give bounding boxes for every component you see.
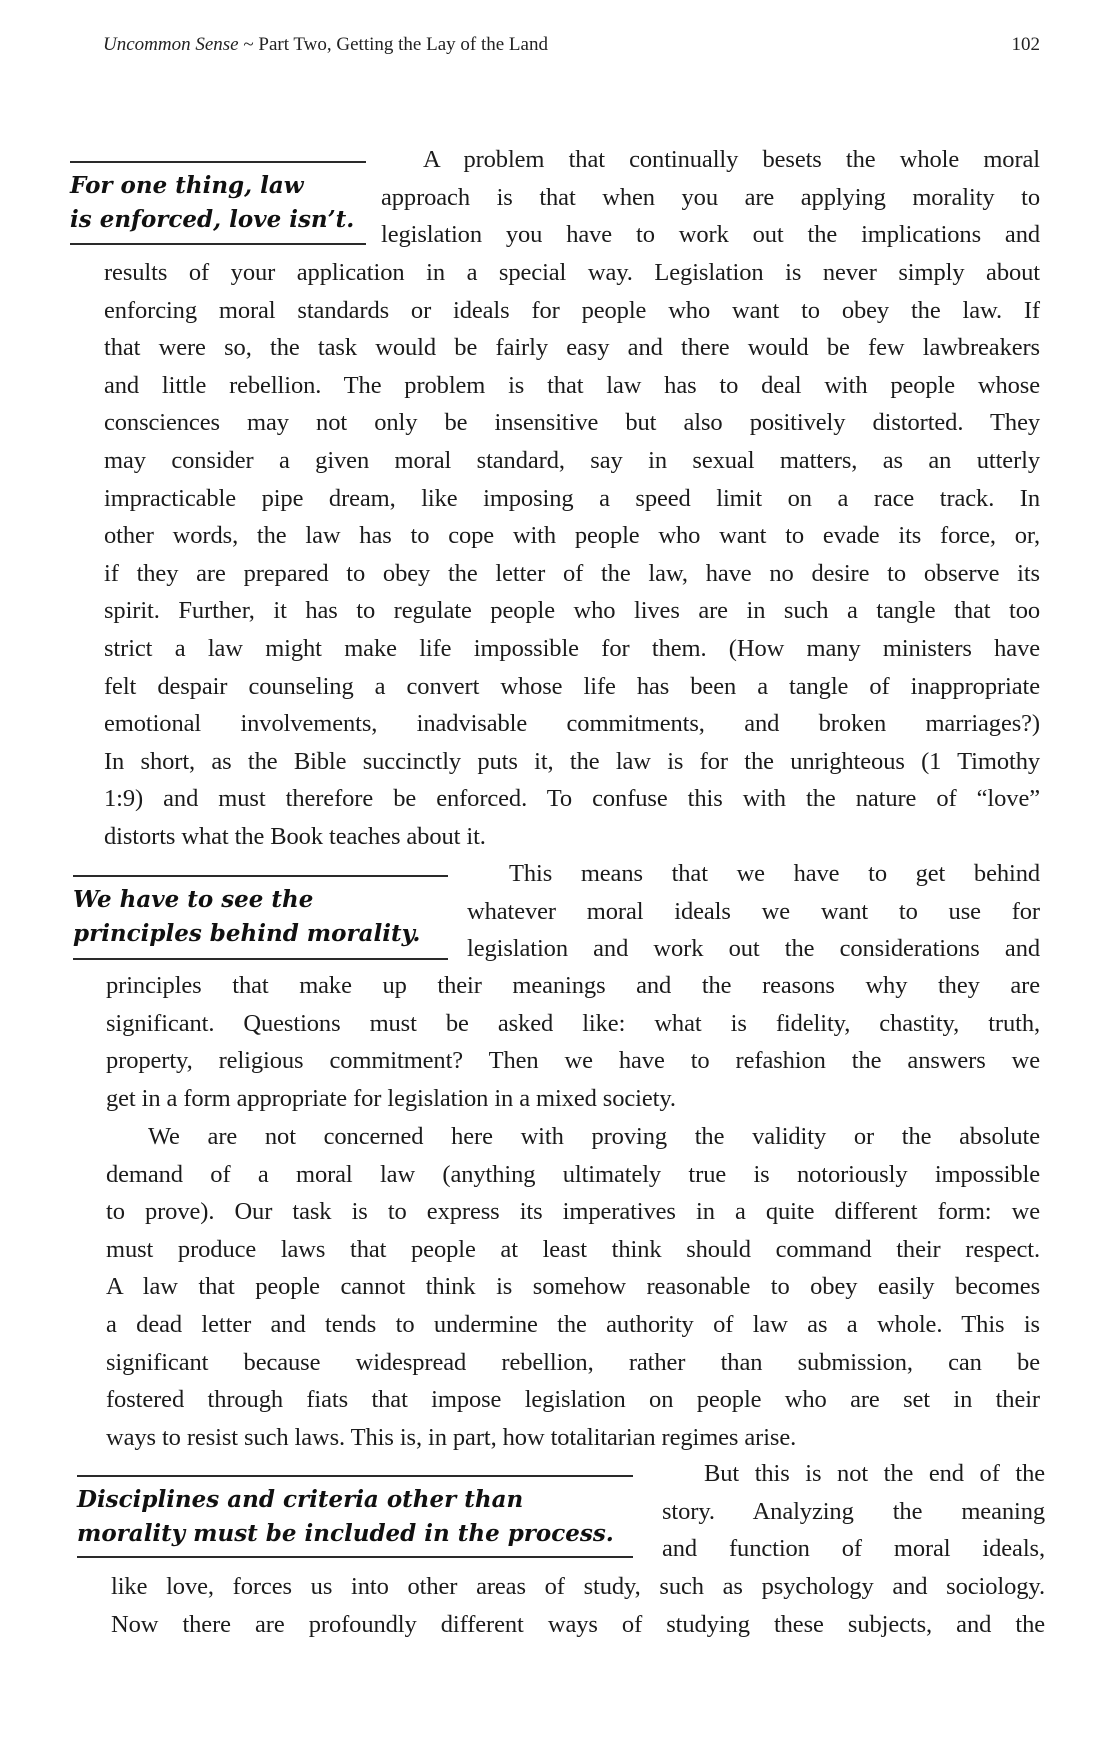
text-line: principles that make up their meanings and the reasons why they are (106, 972, 1040, 999)
text-line: A law that people cannot think is somehow reasonable to obey easily becomes (106, 1273, 1040, 1301)
pull-quote-line: For one thing, law (70, 172, 304, 199)
text-line: approach is that when you are applying morality to (381, 183, 1040, 211)
text-line: spirit. Further, it has to regulate people who lives are in such a tangle that too (104, 597, 1040, 625)
text-line: like love, forces us into other areas of study, such as psychology and sociology. (111, 1573, 1045, 1600)
head-separator: ~ (238, 34, 259, 55)
text-line: and little rebellion. The problem is that law has to deal with people whose (104, 371, 1040, 399)
text-line: legislation and work out the considerations and (467, 935, 1040, 963)
text-line: legislation you have to work out the implications and (381, 221, 1040, 249)
pull-quote-line: principles behind morality. (73, 920, 421, 947)
text-line: significant because widespread rebellion, rather than submission, can be (106, 1348, 1040, 1376)
text-line: This means that we have to get behind (509, 860, 1040, 887)
text-line: get in a form appropriate for legislation in a mixed society. (106, 1084, 676, 1112)
text-line: whatever moral ideals we want to use for (467, 897, 1040, 925)
text-line: ways to resist such laws. This is, in part, how totalitarian regimes arise. (106, 1423, 797, 1451)
text-line: fostered through fiats that impose legislation on people who are set in their (106, 1386, 1040, 1414)
paragraph-2 (106, 967, 1040, 1117)
paragraph-4-wrapped (662, 1455, 1045, 1568)
paragraph-2-wrapped (467, 855, 1040, 968)
pull-quote-2 (73, 875, 448, 960)
text-line: must produce laws that people at least think should command their respect. (106, 1235, 1040, 1263)
paragraph-1 (104, 254, 1040, 856)
paragraph-1-wrapped (381, 141, 1040, 254)
text-line: impracticable pipe dream, like imposing a speed limit on a race track. In (104, 484, 1040, 512)
paragraph-3 (106, 1118, 1040, 1456)
text-line: if they are prepared to obey the letter of the law, have no desire to observe its (104, 559, 1040, 587)
text-line: distorts what the Book teaches about it. (104, 822, 486, 850)
book-title: Uncommon Sense (103, 34, 239, 55)
text-line: Now there are profoundly different ways of studying these subjects, and the (111, 1610, 1045, 1638)
running-head (103, 34, 1040, 62)
pull-quote-line: We have to see the (73, 886, 314, 913)
text-line: property, religious commitment? Then we have to refashion the answers we (106, 1047, 1040, 1075)
text-line: demand of a moral law (anything ultimately true is notoriously impossible (106, 1160, 1040, 1188)
pull-quote-3 (77, 1475, 633, 1558)
text-line: A problem that continually besets the whole moral (423, 146, 1040, 173)
text-line: a dead letter and tends to undermine the authority of law as a whole. This is (106, 1310, 1040, 1338)
text-line: story. Analyzing the meaning (662, 1497, 1045, 1525)
text-line: other words, the law has to cope with people who want to evade its force, or, (104, 522, 1040, 550)
text-line: and function of moral ideals, (662, 1535, 1045, 1563)
paragraph-4 (111, 1568, 1045, 1643)
text-line: strict a law might make life impossible for them. (How many ministers have (104, 634, 1040, 662)
text-line: to prove). Our task is to express its imperatives in a quite different form: we (106, 1198, 1040, 1226)
text-line: 1:9) and must therefore be enforced. To confuse this with the nature of “love” (104, 785, 1040, 813)
text-line: In short, as the Bible succinctly puts it, the law is for the unrighteous (1 Timothy (104, 747, 1040, 775)
text-line: that were so, the task would be fairly easy and there would be few lawbreakers (104, 334, 1040, 362)
pull-quote-1 (70, 161, 366, 245)
page-number: 102 (1011, 34, 1040, 55)
pull-quote-line: Disciplines and criteria other than (77, 1486, 524, 1513)
pull-quote-line: is enforced, love isn’t. (70, 206, 355, 233)
text-line: may consider a given moral standard, say in sexual matters, as an utterly (104, 446, 1040, 474)
text-line: enforcing moral standards or ideals for people who want to obey the law. If (104, 296, 1040, 324)
section-title: Part Two, Getting the Lay of the Land (258, 34, 548, 55)
text-line: We are not concerned here with proving the validity or the absolute (148, 1123, 1040, 1150)
text-line: emotional involvements, inadvisable commitments, and broken marriages?) (104, 710, 1040, 738)
text-line: consciences may not only be insensitive but also positively distorted. They (104, 409, 1040, 437)
text-line: significant. Questions must be asked like: what is fidelity, chastity, truth, (106, 1009, 1040, 1037)
text-line: felt despair counseling a convert whose life has been a tangle of inappropriate (104, 672, 1040, 700)
text-line: results of your application in a special way. Legislation is never simply about (104, 259, 1040, 286)
pull-quote-line: morality must be included in the process. (77, 1520, 614, 1547)
text-line: But this is not the end of the (704, 1460, 1045, 1487)
